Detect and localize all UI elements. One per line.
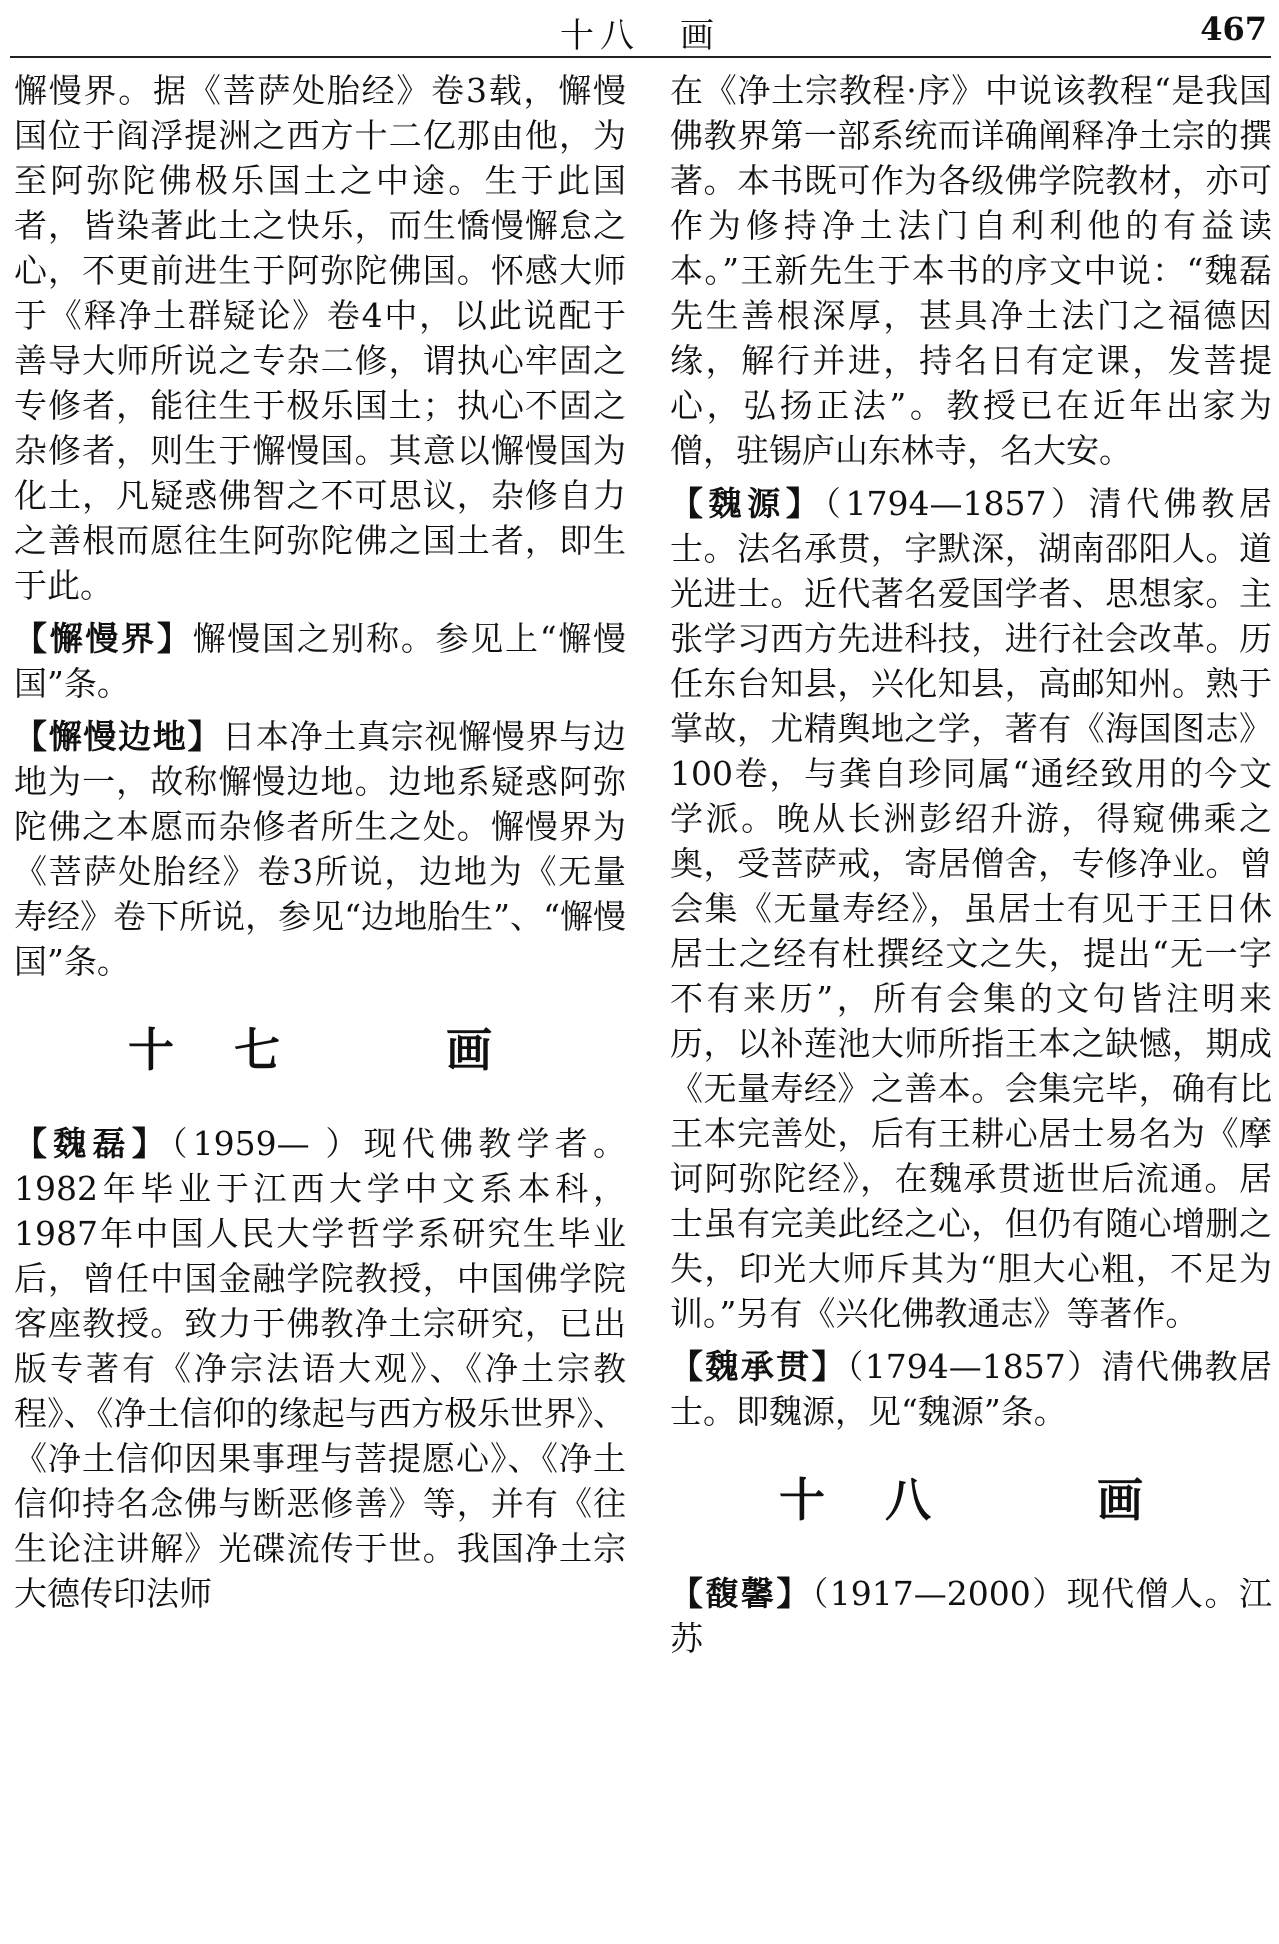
entry-definition: （1794—1857）清代佛教居士。即魏源，见“魏源”条。	[670, 1347, 1272, 1431]
continued-entry-text: 懈慢界。据《菩萨处胎经》卷3载，懈慢国位于阎浮提洲之西方十二亿那由他，为至阿弥陀佛极乐国土之中途。生于此国者，皆染著此土之快乐，而生憍慢懈怠之心，不更前进生于阿弥陀佛国。怀感大师于《释净土群疑论》卷4中，以此说配于善导大师所说之专杂二修，谓执心牢固之专修者，能往生于极乐国土；执心不固之杂修者，则生于懈慢国。其意以懈慢国为化土，凡疑惑佛智之不可思议，杂修自力之善根而愿往生阿弥陀佛之国土者，即生于此。	[14, 71, 626, 605]
right-column	[670, 68, 1272, 1669]
running-head	[0, 0, 1279, 62]
entry-headword: 【懈慢界】	[14, 619, 193, 658]
dictionary-entry	[670, 1344, 1272, 1434]
dictionary-entry	[14, 714, 626, 984]
dictionary-entry	[14, 616, 626, 706]
continued-entry-text: 在《净土宗教程·序》中说该教程“是我国佛教界第一部系统而详确阐释净土宗的撰著。本书既可作为各级佛学院教材，亦可作为修持净土法门自利利他的有益读本。”王新先生于本书的序文中说：“魏磊先生善根深厚，甚具净土法门之福德因缘，解行并进，持名日有定课，发菩提心，弘扬正法”。教授已在近年出家为僧，驻锡庐山东林寺，名大安。	[670, 71, 1272, 470]
entry-definition: （1959— ）现代佛教学者。1982年毕业于江西大学中文系本科，1987年中国人民大学哲学系研究生毕业后，曾任中国金融学院教授，中国佛学院客座教授。致力于佛教净土宗研究，已出版专著有《净宗法语大观》、《净土宗教程》、《净土信仰的缘起与西方极乐世界》、《净土信仰因果事理与菩提愿心》、《净土信仰持名念佛与断恶修善》等，并有《往生论注讲解》光碟流传于世。我国净土宗大德传印法师	[14, 1124, 626, 1613]
dictionary-entry	[14, 1121, 626, 1616]
entry-headword: 【馥馨】	[670, 1574, 812, 1613]
entry-headword: 【懈慢边地】	[14, 717, 223, 756]
section-heading: 十七 画	[128, 1023, 552, 1077]
entry-definition: （1917—2000）现代僧人。江苏	[670, 1574, 1272, 1658]
entry-definition: （1794—1857）清代佛教居士。法名承贯，字默深，湖南邵阳人。道光进士。近代著名爱国学者、思想家。主张学习西方先进科技，进行社会改革。历任东台知县，兴化知县，高邮知州。熟于掌故，尤精舆地之学，著有《海国图志》100卷，与龚自珍同属“通经致用的今文学派。晚从长洲彭绍升游，得窥佛乘之奥，受菩萨戒，寄居僧舍，专修净业。曾会集《无量寿经》，虽居士有见于王日休居士之经有杜撰经文之失，提出“无一字不有来历”，所有会集的文句皆注明来历，以补莲池大师所指王本之缺憾，期成《无量寿经》之善本。会集完毕，确有比王本完善处，后有王耕心居士易名为《摩诃阿弥陀经》，在魏承贯逝世后流通。居士虽有完美此经之心，但仍有随心增删之失，印光大师斥其为“胆大心粗，不足为训。”另有《兴化佛教通志》等著作。	[670, 484, 1272, 1333]
left-column	[14, 68, 626, 1624]
entry-definition: 懈慢国之别称。参见上“懈慢国”条。	[14, 619, 627, 703]
dictionary-entry	[670, 1571, 1272, 1661]
header-rule	[10, 56, 1271, 58]
entry-definition: 日本净土真宗视懈慢界与边地为一，故称懈慢边地。边地系疑惑阿弥陀佛之本愿而杂修者所生之处。懈慢界为《菩萨处胎经》卷3所说，边地为《无量寿经》卷下所说，参见“边地胎生”、“懈慢国”条。	[14, 717, 627, 981]
entry-headword: 【魏磊】	[14, 1124, 171, 1163]
page-number: 467	[1200, 10, 1267, 48]
dictionary-entry	[670, 481, 1272, 1336]
running-head-title: 十八 画	[560, 16, 720, 56]
entry-headword: 【魏源】	[670, 484, 825, 523]
entry-headword: 【魏承贯】	[670, 1347, 847, 1386]
section-heading: 十八 画	[779, 1473, 1203, 1527]
